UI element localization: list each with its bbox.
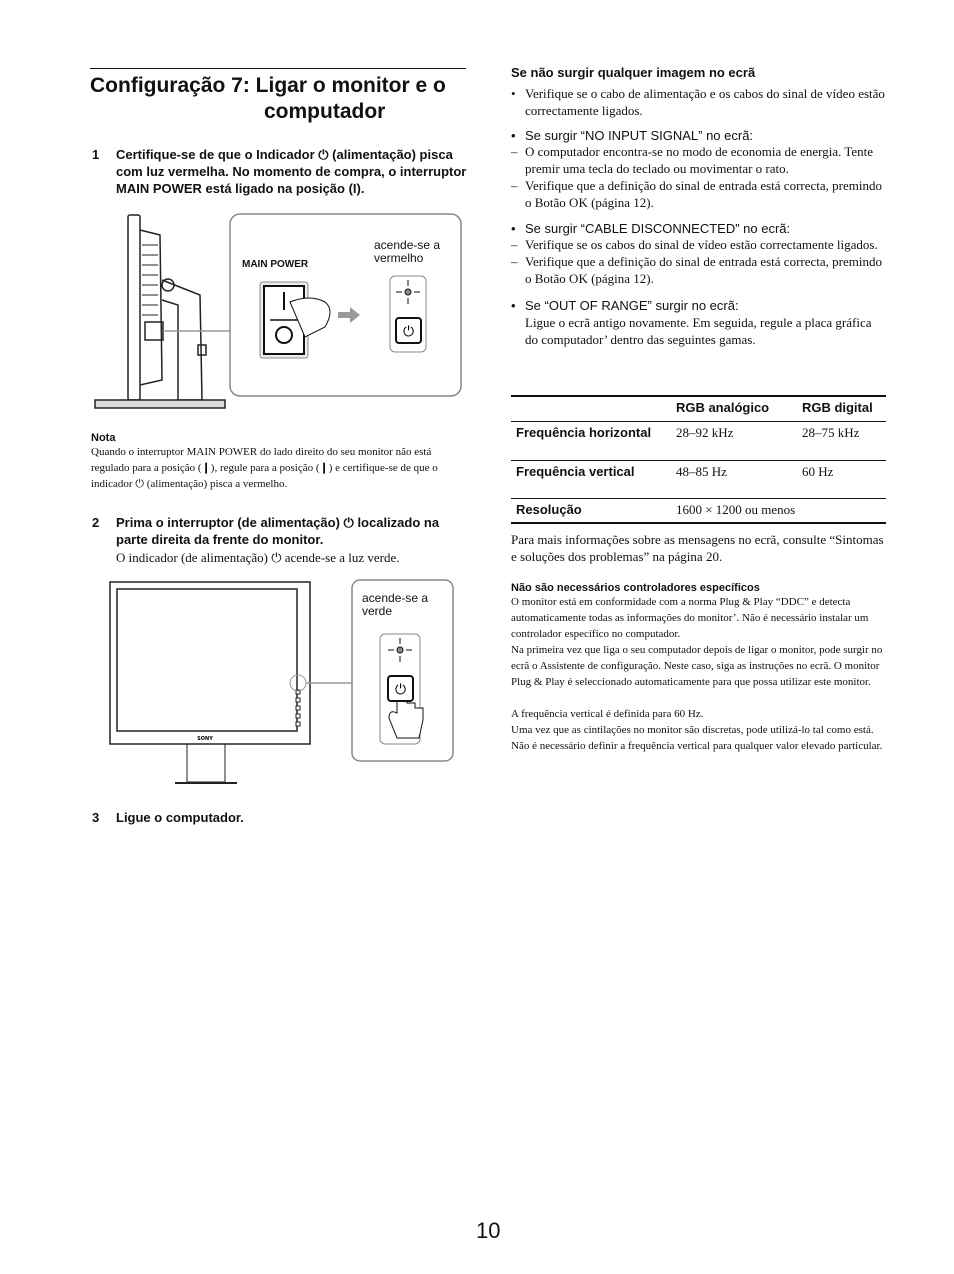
step-number: 3 [92,810,100,825]
note [91,432,466,492]
paragraph: Na primeira vez que liga o seu computador depois de ligar o monitor, pode surgir no ecrã o Assistente de configuração. Neste caso, siga as instruções no ecrã. O monitor Plug & Play é seleccionado automaticamente para que possa utilizar este monitor. [511,644,883,688]
paragraph: A frequência vertical é definida para 60 Hz. [511,708,704,720]
bullet-text: Verifique se o cabo de alimentação e os cabos do sinal de vídeo estão correctamente ligados. [525,86,885,118]
table-row: Frequência vertical 48–85 Hz 60 Hz [511,460,886,498]
bullet-text: Se surgir “NO INPUT SIGNAL” no ecrã: [525,128,754,143]
monitor-side-view [95,215,225,408]
dash-item: Verifique que a definição do sinal de entrada está correcta, premindo o Botão OK (página 12). [525,254,882,286]
main-power-label: MAIN POWER [242,259,309,270]
header-rgb-digital: RGB digital [801,400,873,415]
step-text: Prima o interruptor (de alimentação) ⏻ localizado na parte direita da frente do monitor. [116,515,440,547]
sony-logo: SONY [197,736,213,742]
led-green-label: acende-se a verde [362,591,429,618]
step-number: 2 [92,515,100,530]
right-column: Se não surgir qualquer imagem no ecrã • Verifique se o cabo de alimentação e os cabos do sinal de vídeo estão correctamente ligados. • Se surgir “NO INPUT SIGNAL” no ecrã: – O computador encontra-se no modo de economia de energia. Tente premir uma tecla do teclado ou movimentar o rato. – Verifique que a definição do sinal de entrada está correcta, premindo o Botão OK (página 12). • Se surgir “CABLE DISCONNECTED” no ecrã: – Verifique se os cabos do sinal de vídeo estão correctamente ligados. – Verifique que a definição do sinal de entrada está correcta, premindo o Botão OK (página 12). • Se “OUT OF RANGE” surgir no ecrã: Ligue o ecrã antigo novamente. Em seguida, regule a placa gráfica do computador’ dentro das seguintes gamas. [511,65,887,348]
signal-range-table [511,395,886,524]
led-icon [397,647,403,653]
header-rgb-analog: RGB analógico [675,400,770,415]
dash-item: Verifique se os cabos do sinal de vídeo estão correctamente ligados. [525,237,878,252]
paragraph: Uma vez que as cintilações no monitor são discretas, pode utilizá-lo tal como está. Não é necessário definir a frequência vertical para qualquer valor elevado particular. [511,724,883,752]
step-text: Certifique-se de que o Indicador ⏻ (alimentação) pisca com luz vermelha. No momento de compra, o interruptor MAIN POWER está ligado na posição (I). [116,147,467,196]
dash-item: O computador encontra-se no modo de economia de energia. Tente premir uma tecla do teclado ou movimentar o rato. [525,144,874,176]
drivers-heading: Não são necessários controladores específicos [511,582,760,594]
out-of-range-text: Ligue o ecrã antigo novamente. Em seguida, regule a placa gráfica do computador’ dentro das seguintes gamas. [525,315,872,347]
note-heading: Nota [91,432,116,444]
bullet-text: Se surgir “CABLE DISCONNECTED” no ecrã: [525,221,791,236]
step-sub-text: O indicador (de alimentação) ⏻ acende-se a luz verde. [116,550,400,565]
dash-item: Verifique que a definição do sinal de entrada está correcta, premindo o Botão OK (página 12). [525,178,882,210]
more-info-text: Para mais informações sobre as mensagens no ecrã, consulte “Sintomas e soluções dos problemas” na página 20. [511,532,884,564]
paragraph: O monitor está em conformidade com a norma Plug & Play “DDC” e detecta automaticamente todas as informações do monitor’. Não é necessário instalar um controlador específico no computador. [511,596,869,640]
title-line-1: Configuração 7: Ligar o monitor e o [90,74,446,97]
monitor-front-view [110,582,310,783]
step-text: Ligue o computador. [116,810,244,825]
page-title [90,68,466,125]
svg-text:⏻: ⏻ [402,324,415,340]
step-1 [92,146,472,197]
power-symbol: ⏻ [394,682,407,698]
bullet-text: Se “OUT OF RANGE” surgir no ecrã: [525,298,739,313]
table-row: Frequência horizontal 28–92 kHz 28–75 kHz [511,421,886,460]
step-3 [92,809,472,826]
section-heading: Se não surgir qualquer imagem no ecrã [511,65,756,80]
led-red-label: acende-se a vermelho [374,238,441,265]
title-line-2: computador [264,100,386,123]
table-row: Resolução 1600 × 1200 ou menos [511,498,886,523]
note-text: Quando o interruptor MAIN POWER do lado direito do seu monitor não está regulado para a posição (❙), regule para a posição (❙) e certifique-se de que o indicador ⏻ (alimentação) pisca a vermelho. [91,446,438,490]
led-icon [405,289,411,295]
drivers-section [511,582,889,754]
step-number: 1 [92,147,100,162]
page-number: 10 [476,1218,501,1243]
step-2 [92,514,472,566]
